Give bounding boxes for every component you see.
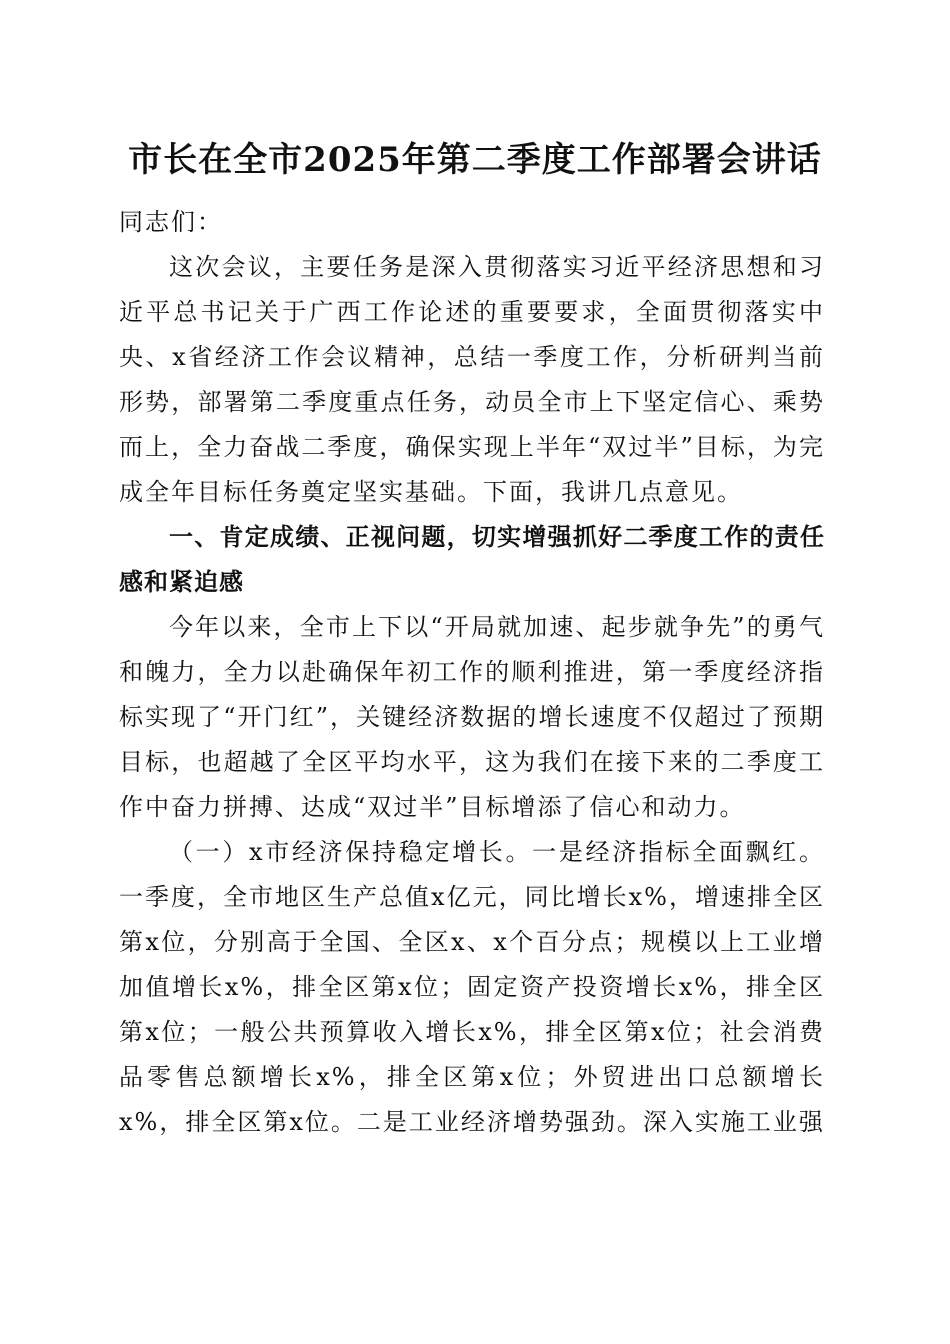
document-title: 市长在全市2025年第二季度工作部署会讲话	[128, 140, 822, 180]
document-body	[119, 200, 825, 1145]
paragraph-intro: 这次会议，主要任务是深入贯彻落实习近平经济思想和习近平总书记关于广西工作论述的重要要求，全面贯彻落实中央、x省经济工作会议精神，总结一季度工作，分析研判当前形势，部署第二季度重点任务，动员全市上下坚定信心、乘势而上，全力奋战二季度，确保实现上半年“双过半”目标，为完成全年目标任务奠定坚实基础。下面，我讲几点意见。	[119, 253, 825, 506]
paragraph-achievements: 今年以来，全市上下以“开局就加速、起步就争先”的勇气和魄力，全力以赴确保年初工作的顺利推进，第一季度经济指标实现了“开门红”，关键经济数据的增长速度不仅超过了预期目标，也超越了全区平均水平，这为我们在接下来的二季度工作中奋力拼搏、达成“双过半”目标增添了信心和动力。	[119, 613, 825, 821]
section-heading-1: 一、肯定成绩、正视问题，切实增强抓好二季度工作的责任感和紧迫感	[119, 523, 825, 596]
paragraph-economy-growth: （一）x市经济保持稳定增长。一是经济指标全面飘红。一季度，全市地区生产总值x亿元，同比增长x%，增速排全区第x位，分别高于全国、全区x、x个百分点；规模以上工业增加值增长x%，排全区第x位；固定资产投资增长x%，排全区第x位；一般公共预算收入增长x%，排全区第x位；社会消费品零售总额增长x%，排全区第x位；外贸进出口总额增长x%，排全区第x位。二是工业经济增势强劲。深入实施工业强	[119, 838, 825, 1136]
salutation: 同志们：	[119, 208, 223, 236]
